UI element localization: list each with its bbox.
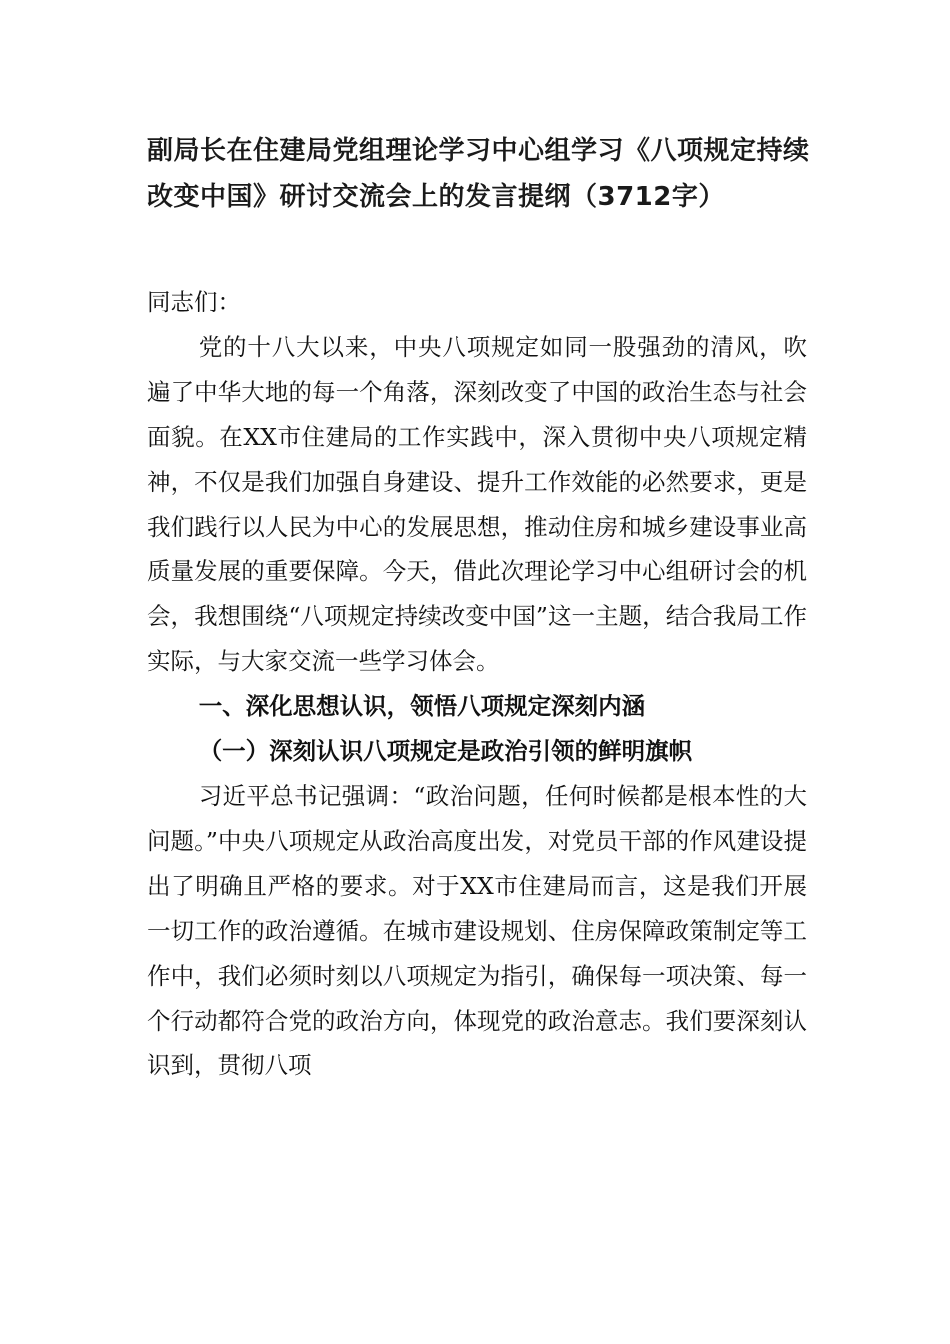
intro-paragraph: 党的十八大以来，中央八项规定如同一股强劲的清风，吹遍了中华大地的每一个角落，深刻改变了中国的政治生态与社会面貌。在XX市住建局的工作实践中，深入贯彻中央八项规定精神，不仅是我们加强自身建设、提升工作效能的必然要求，更是我们践行以人民为中心的发展思想，推动住房和城乡建设事业高质量发展的重要保障。今天，借此次理论学习中心组研讨会的机会，我想围绕“八项规定持续改变中国”这一主题，结合我局工作实际，与大家交流一些学习体会。 bbox=[147, 332, 807, 676]
section-heading: 一、深化思想认识，领悟八项规定深刻内涵 bbox=[198, 692, 646, 721]
subsection-paragraph: 习近平总书记强调：“政治问题，任何时候都是根本性的大问题。”中央八项规定从政治高度出发，对党员干部的作风建设提出了明确且严格的要求。对于XX市住建局而言，这是我们开展一切工作的政治遵循。在城市建设规划、住房保障政策制定等工作中，我们必须时刻以八项规定为指引，确保每一项决策、每一个行动都符合党的政治方向，体现党的政治意志。我们要深刻认识到，贯彻八项 bbox=[147, 781, 807, 1080]
document-body bbox=[147, 280, 807, 1088]
subsection-heading: （一）深刻认识八项规定是政治引领的鲜明旗帜 bbox=[198, 737, 693, 766]
document-title: 副局长在住建局党组理论学习中心组学习《八项规定持续改变中国》研讨交流会上的发言提纲（3712字） bbox=[147, 136, 810, 212]
salutation: 同志们： bbox=[147, 288, 241, 316]
